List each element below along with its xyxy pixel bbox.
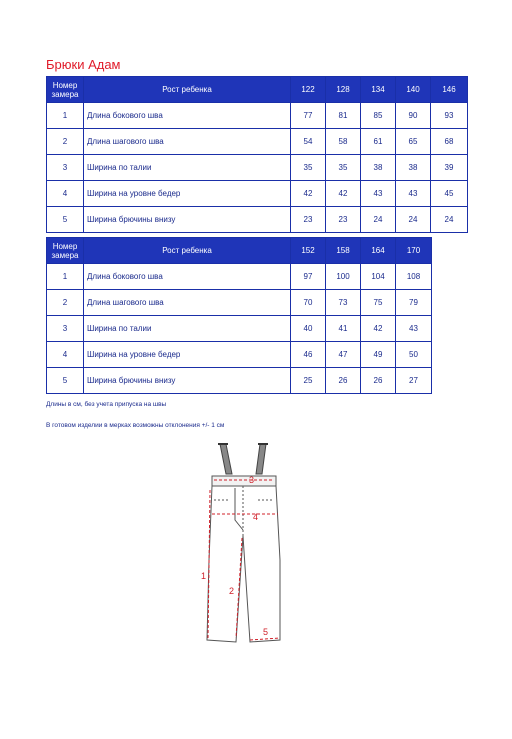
measure-name: Ширина на уровне бедер (84, 342, 291, 368)
measure-value: 42 (326, 181, 361, 207)
header-child-height: Рост ребенка (84, 238, 291, 264)
header-size: 164 (361, 238, 396, 264)
measure-value: 90 (396, 103, 431, 129)
measure-value: 26 (361, 368, 396, 394)
measure-label-2: 2 (229, 586, 235, 596)
measure-number: 3 (47, 155, 84, 181)
table-row (47, 103, 468, 129)
header-size: 158 (326, 238, 361, 264)
measure-value: 42 (291, 181, 326, 207)
measure-value: 40 (291, 316, 326, 342)
table-header-row (47, 77, 468, 103)
measure-number: 4 (47, 181, 84, 207)
header-size: 134 (361, 77, 396, 103)
measure-number: 5 (47, 207, 84, 233)
measure-value: 61 (361, 129, 396, 155)
measure-label-4: 4 (253, 512, 259, 522)
measure-value: 79 (396, 290, 432, 316)
measure-value: 65 (396, 129, 431, 155)
measure-name: Ширина по талии (84, 316, 291, 342)
measure-number: 5 (47, 368, 84, 394)
measure-value: 24 (431, 207, 468, 233)
trousers-sketch (190, 440, 300, 655)
table-row (47, 290, 432, 316)
table-row (47, 207, 468, 233)
table-row (47, 181, 468, 207)
measure-value: 38 (396, 155, 431, 181)
table-row (47, 316, 432, 342)
measure-value: 85 (361, 103, 396, 129)
measure-value: 41 (326, 316, 361, 342)
measure-name: Ширина брючины внизу (84, 368, 291, 394)
measure-value: 35 (291, 155, 326, 181)
size-table-1 (46, 76, 468, 233)
measure-value: 104 (361, 264, 396, 290)
table-row (47, 264, 432, 290)
measure-number: 1 (47, 264, 84, 290)
measure-value: 75 (361, 290, 396, 316)
measure-value: 26 (326, 368, 361, 394)
measure-value: 100 (326, 264, 361, 290)
header-size: 122 (291, 77, 326, 103)
measure-value: 45 (431, 181, 468, 207)
table-row (47, 342, 432, 368)
measure-value: 58 (326, 129, 361, 155)
measure-name: Длина бокового шва (84, 103, 291, 129)
measure-value: 39 (431, 155, 468, 181)
measure-value: 54 (291, 129, 326, 155)
measure-value: 46 (291, 342, 326, 368)
size-table-2 (46, 237, 432, 394)
measure-number: 3 (47, 316, 84, 342)
measure-value: 24 (361, 207, 396, 233)
measure-value: 42 (361, 316, 396, 342)
measure-value: 49 (361, 342, 396, 368)
measure-name: Ширина брючины внизу (84, 207, 291, 233)
header-measure-number: Номер замера (47, 77, 84, 103)
header-size: 170 (396, 238, 432, 264)
measure-name: Длина бокового шва (84, 264, 291, 290)
measure-number: 2 (47, 129, 84, 155)
measure-name: Длина шагового шва (84, 290, 291, 316)
units-note: Длины в см, без учета припуска на швы (46, 401, 167, 408)
measure-value: 50 (396, 342, 432, 368)
table-header-row (47, 238, 432, 264)
measure-value: 97 (291, 264, 326, 290)
measurement-lines (208, 480, 280, 640)
measure-value: 23 (291, 207, 326, 233)
measure-value: 70 (291, 290, 326, 316)
header-size: 128 (326, 77, 361, 103)
measure-value: 47 (326, 342, 361, 368)
table-row (47, 155, 468, 181)
measure-value: 93 (431, 103, 468, 129)
header-measure-number: Номер замера (47, 238, 84, 264)
measure-value: 73 (326, 290, 361, 316)
measure-label-5: 5 (263, 627, 269, 637)
table-row (47, 368, 432, 394)
measure-value: 68 (431, 129, 468, 155)
measure-value: 24 (396, 207, 431, 233)
measure-label-3: 3 (249, 475, 255, 485)
trousers-outline (207, 444, 280, 642)
measure-number: 2 (47, 290, 84, 316)
measure-number: 1 (47, 103, 84, 129)
table-row (47, 129, 468, 155)
page-title: Брюки Адам (46, 57, 121, 72)
header-size: 146 (431, 77, 468, 103)
measure-name: Ширина по талии (84, 155, 291, 181)
measure-name: Длина шагового шва (84, 129, 291, 155)
measure-value: 77 (291, 103, 326, 129)
measure-value: 38 (361, 155, 396, 181)
measure-value: 43 (361, 181, 396, 207)
measure-value: 27 (396, 368, 432, 394)
measure-value: 43 (396, 181, 431, 207)
measure-value: 35 (326, 155, 361, 181)
header-child-height: Рост ребенка (84, 77, 291, 103)
measure-value: 23 (326, 207, 361, 233)
tolerance-note: В готовом изделии в мерках возможны отклонения +/- 1 см (46, 422, 225, 429)
measure-value: 25 (291, 368, 326, 394)
measure-number: 4 (47, 342, 84, 368)
header-size: 140 (396, 77, 431, 103)
measure-label-1: 1 (201, 571, 207, 581)
measure-value: 108 (396, 264, 432, 290)
measure-value: 43 (396, 316, 432, 342)
measure-name: Ширина на уровне бедер (84, 181, 291, 207)
measure-value: 81 (326, 103, 361, 129)
header-size: 152 (291, 238, 326, 264)
